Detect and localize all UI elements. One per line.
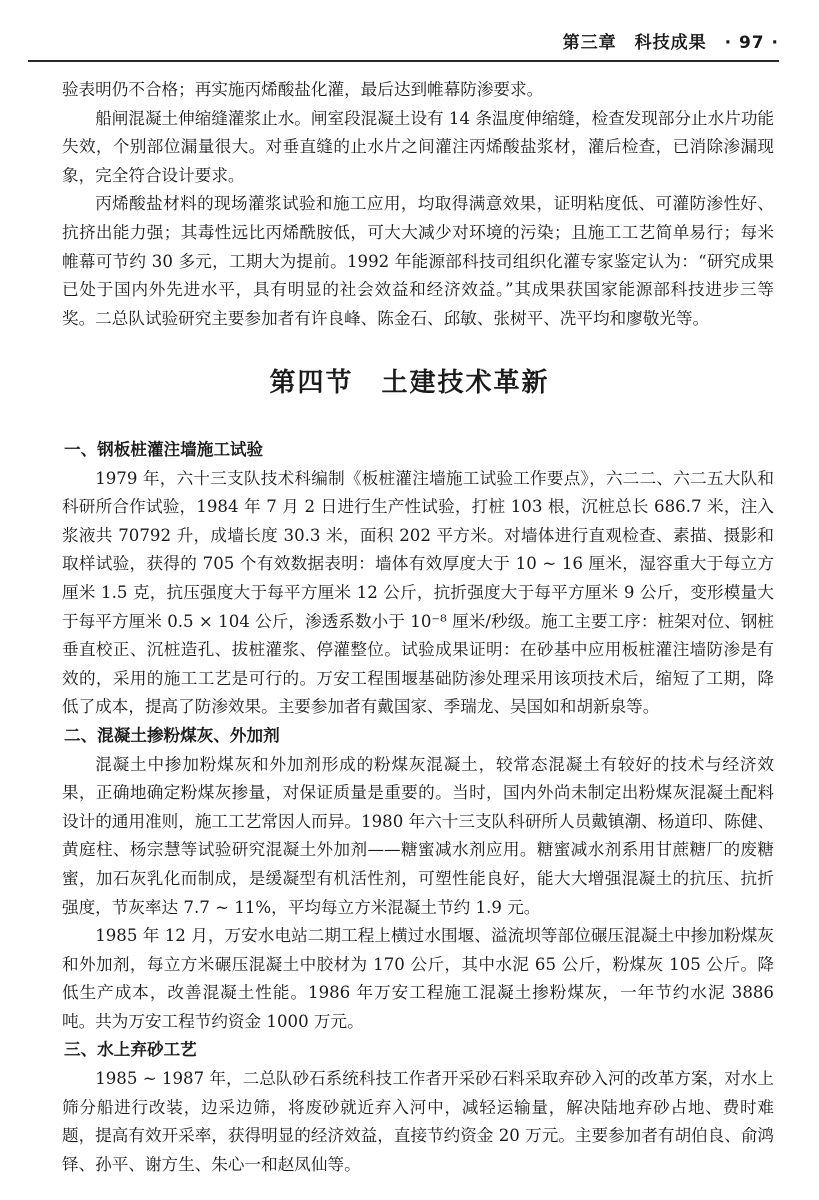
paragraph: 1979 年，六十三支队技术科编制《板桩灌注墙施工试验工作要点》，六二二、六二五大队和科研所合作试验，1984 年 7 月 2 日进行生产性试验，打桩 103 根，沉桩总长 686.7 米，注入浆液共 70792 升，成墙长度 30.3 米，面积 202 平方米。对墙体进行直观检查、素描、摄影和取样试验，获得的 705 个有效数据表明：墙体有效厚度大于 10 ~ 16 厘米，湿容重大于每立方厘米 1.5 克，抗压强度大于每平方厘米 12 公斤，抗折强度大于每平方厘米 9 公斤，变形模量大于每平方厘米 0.5 × 104 公斤，渗透系数小于 10⁻⁸ 厘米/秒级。施工主要工序：桩架对位、钢桩垂直校正、沉桩造孔、拔桩灌浆、停灌整位。试验成果证明：在砂基中应用板桩灌注墙防渗是有效的，采用的施工工艺是可行的。万安工程围堰基础防渗处理采用该项技术后，缩短了工期，降低了成本，提高了防渗效果。主要参加者有戴国家、季瑞龙、吴国如和胡新泉等。 (62, 468, 774, 717)
paragraph: 1985 年 12 月，万安水电站二期工程上横过水围堰、溢流坝等部位碾压混凝土中掺加粉煤灰和外加剂，每立方米碾压混凝土中胶材为 170 公斤，其中水泥 65 公斤，粉煤灰 105 公斤。降低生产成本，改善混凝土性能。1986 年万安工程施工混凝土掺粉煤灰，一年节约水泥 3886 吨。共为万安工程节约资金 1000 万元。 (62, 926, 774, 1031)
section-number: 第四节 (269, 368, 354, 398)
paragraph: 验表明仍不合格；再实施丙烯酸盐化灌，最后达到帷幕防渗要求。 (62, 80, 544, 99)
paragraph: 混凝土中掺加粉煤灰和外加剂形成的粉煤灰混凝土，较常态混凝土有较好的技术与经济效果，正确地确定粉煤灰掺量，对保证质量是重要的。当时，国内外尚未制定出粉煤灰混凝土配料设计的通用准则，施工工艺常因人而异。1980 年六十三支队科研所人员戴镇潮、杨道印、陈健、黄庭柱、杨宗慧等试验研究混凝土外加剂——糖蜜减水剂应用。糖蜜减水剂系用甘蔗糖厂的废糖蜜，加石灰乳化而制成，是缓凝型有机活性剂，可塑性能良好，能大大增强混凝土的抗压、抗折强度，节灰率达 7.7 ~ 11%，平均每立方米混凝土节约 1.9 元。 (62, 754, 774, 917)
section-heading (0, 362, 819, 399)
subsection-heading: 二、混凝土掺粉煤灰、外加剂 (64, 725, 280, 745)
section-title: 土建技术革新 (381, 368, 550, 398)
paragraph: 1985 ~ 1987 年，二总队砂石系统科技工作者开采砂石料采取弃砂入河的改革方案，对水上筛分船进行改装，边采边筛，将废砂就近弃入河中，减轻运输量，解决陆地弃砂占地、费时难题，提高有效开采率，获得明显的经济效益，直接节约资金 20 万元。主要参加者有胡伯良、俞鸿铎、孙平、谢方生、朱心一和赵凤仙等。 (62, 1069, 775, 1174)
subsection-heading: 一、钢板桩灌注墙施工试验 (64, 440, 264, 459)
continued-text-block (62, 76, 774, 333)
subsection-heading: 三、水上弃砂工艺 (64, 1040, 197, 1060)
paragraph: 丙烯酸盐材料的现场灌浆试验和施工应用，均取得满意效果，证明粘度低、可灌防渗性好、抗挤出能力强；其毒性远比丙烯酰胺低，可大大减少对环境的污染；且施工工艺简单易行；每米帷幕可节约 30 多元，工期大为提前。1992 年能源部科技司组织化灌专家鉴定认为：“研究成果已处于国内外先进水平，具有明显的社会效益和经济效益。”其成果获国家能源部科技进步三等奖。二总队试验研究主要参加者有许良峰、陈金石、邱敏、张树平、冼平均和廖敬光等。 (62, 194, 774, 328)
section-body (62, 436, 774, 1179)
paragraph: 船闸混凝土伸缩缝灌浆止水。闸室段混凝土设有 14 条温度伸缩缝，检查发现部分止水片功能失效，个别部位漏量很大。对垂直缝的止水片之间灌注丙烯酸盐浆材，灌后检查，已消除渗漏现象，完全符合设计要求。 (62, 108, 775, 185)
page-header (28, 24, 779, 62)
running-title: 第三章 科技成果 · 97 · (562, 33, 779, 53)
